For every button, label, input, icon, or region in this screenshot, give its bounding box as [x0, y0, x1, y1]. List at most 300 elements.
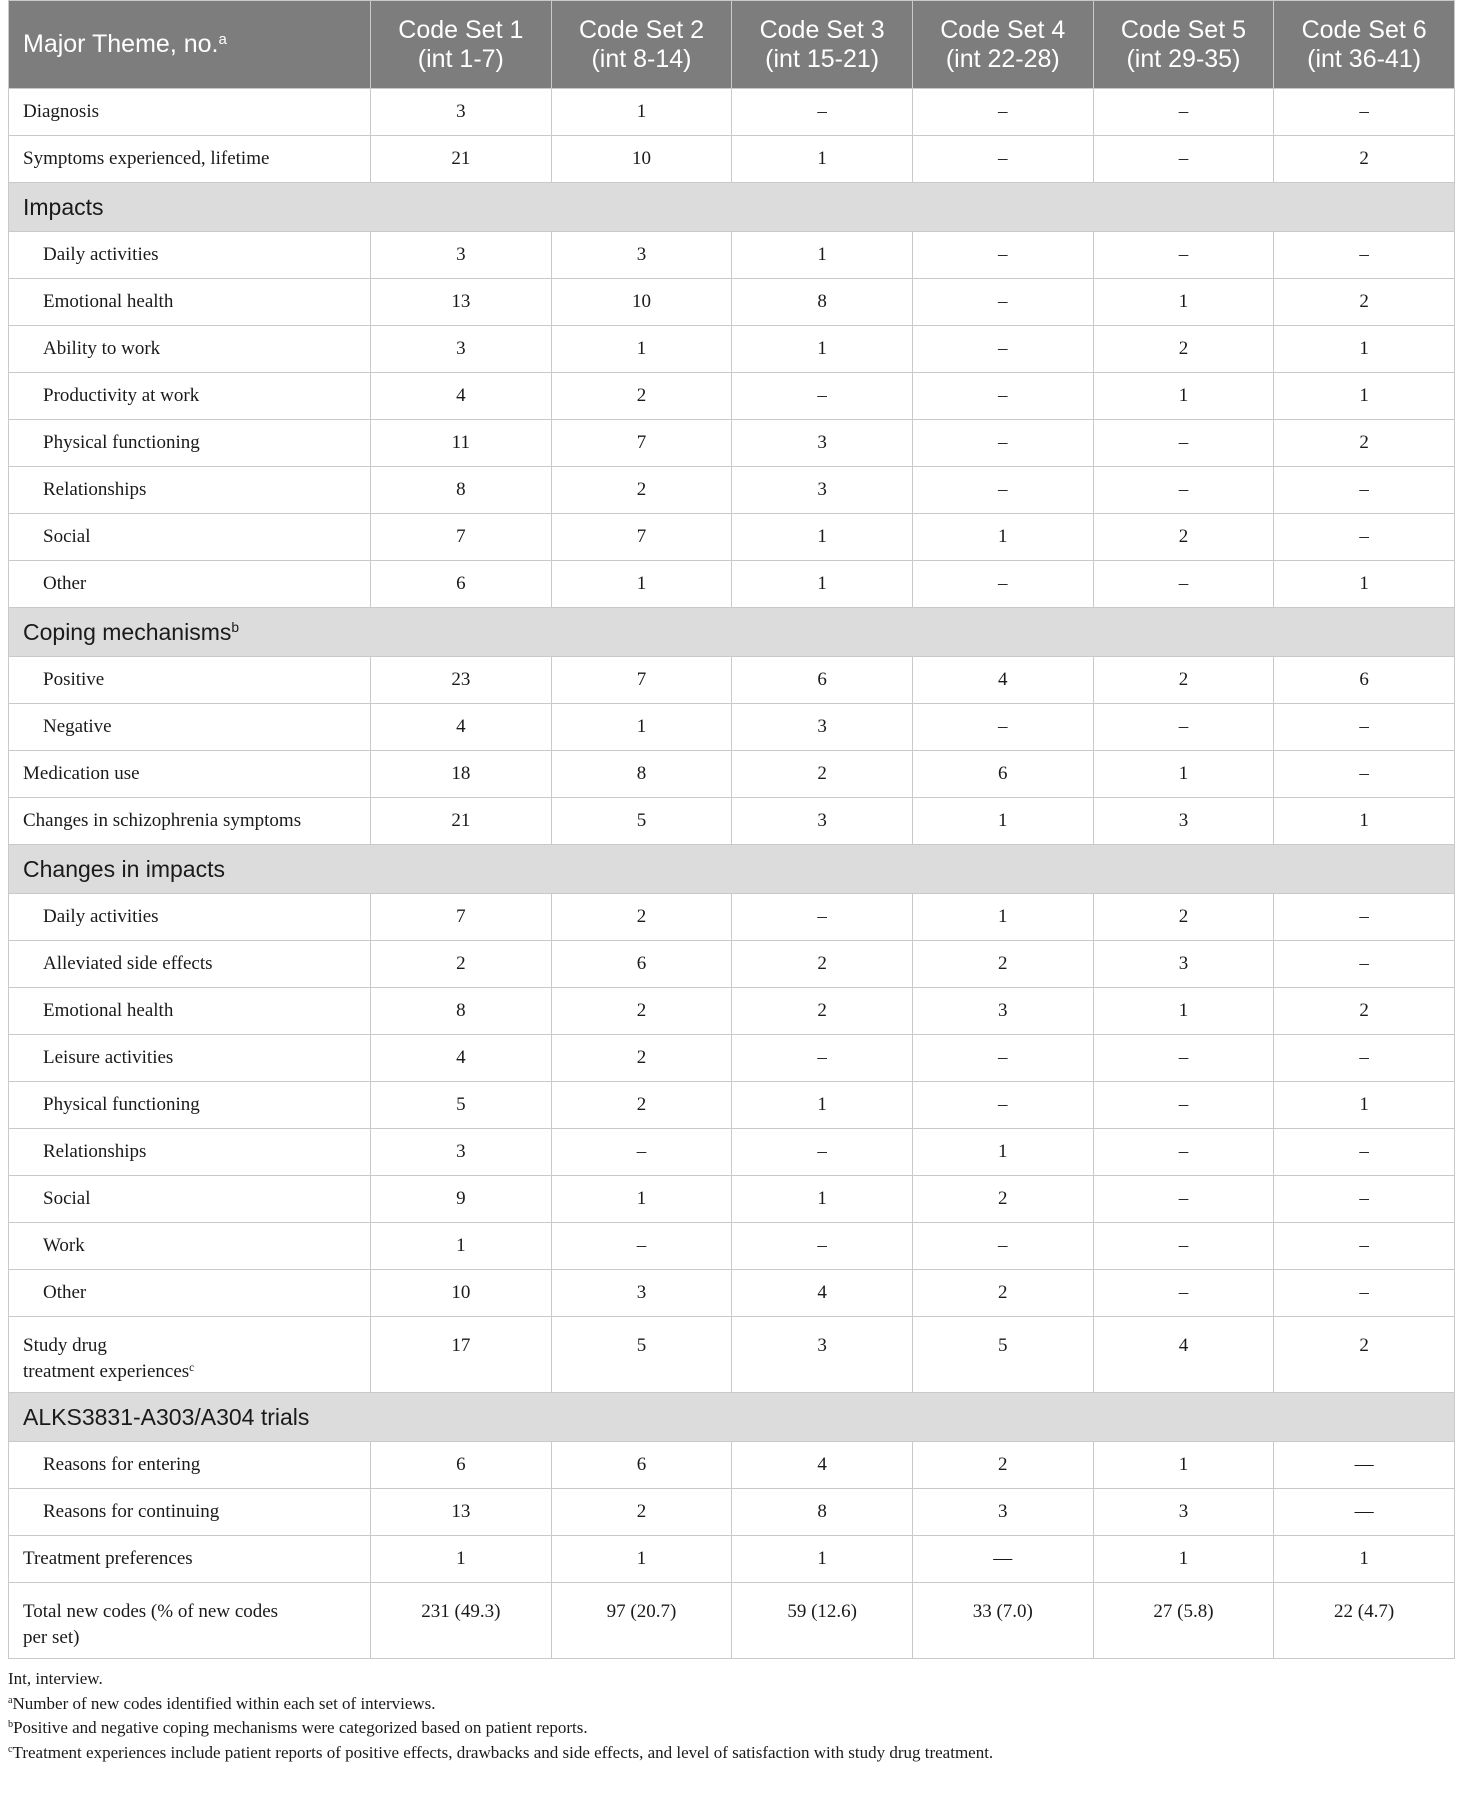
row-label-cell	[9, 467, 371, 514]
value-cell-code-set-1: 21	[371, 136, 552, 183]
value-cell-code-set-4: 5	[912, 1317, 1093, 1393]
header-title: Code Set 2	[578, 15, 705, 44]
section-label: Coping mechanisms	[23, 618, 232, 645]
row-label: Changes in schizophrenia symptoms	[23, 810, 302, 831]
value-cell-code-set-4: –	[912, 561, 1093, 608]
value-cell-code-set-5: 3	[1093, 941, 1274, 988]
section-heading	[9, 1393, 1455, 1442]
value-cell-code-set-3: 1	[732, 561, 913, 608]
value-cell-code-set-1: 4	[371, 1035, 552, 1082]
row-label: Physical functioning	[43, 1094, 200, 1115]
row-label-continued: per set)	[23, 1627, 80, 1648]
value-cell-code-set-2: 10	[551, 136, 732, 183]
row-label: Treatment preferences	[23, 1548, 193, 1569]
table-row	[9, 1317, 1455, 1393]
row-label: Alleviated side effects	[43, 953, 213, 974]
footnote-marker: b	[231, 619, 240, 635]
value-cell-code-set-2: 8	[551, 751, 732, 798]
table-row	[9, 1176, 1455, 1223]
row-label-cell	[9, 1035, 371, 1082]
section-row	[9, 608, 1455, 657]
table-row	[9, 1442, 1455, 1489]
value-cell-code-set-3: 8	[732, 1489, 913, 1536]
header-major-theme	[9, 1, 371, 89]
row-label: Relationships	[43, 479, 147, 500]
table-row	[9, 514, 1455, 561]
value-cell-code-set-4: 4	[912, 657, 1093, 704]
footnotes	[8, 1667, 1454, 1765]
value-cell-code-set-4: –	[912, 704, 1093, 751]
row-label-continued: treatment experiences	[23, 1361, 190, 1382]
table-row	[9, 89, 1455, 136]
row-label-cell	[9, 798, 371, 845]
value-cell-code-set-6: 1	[1274, 561, 1455, 608]
value-cell-code-set-6: 22 (4.7)	[1274, 1583, 1455, 1659]
value-cell-code-set-2: 1	[551, 326, 732, 373]
section-row	[9, 1393, 1455, 1442]
value-cell-code-set-1: 13	[371, 279, 552, 326]
value-cell-code-set-3: 1	[732, 326, 913, 373]
value-cell-code-set-2: 5	[551, 798, 732, 845]
value-cell-code-set-1: 23	[371, 657, 552, 704]
table-header	[9, 1, 1455, 89]
row-label: Social	[43, 526, 91, 547]
value-cell-code-set-1: 3	[371, 89, 552, 136]
value-cell-code-set-5: 2	[1093, 514, 1274, 561]
value-cell-code-set-2: 1	[551, 561, 732, 608]
value-cell-code-set-6: 1	[1274, 798, 1455, 845]
value-cell-code-set-5: 3	[1093, 1489, 1274, 1536]
header-interview-range: (int 36-41)	[1307, 44, 1422, 73]
row-label-cell	[9, 373, 371, 420]
row-label: Daily activities	[43, 906, 159, 927]
row-label-cell	[9, 1489, 371, 1536]
value-cell-code-set-6: 2	[1274, 420, 1455, 467]
table-row	[9, 941, 1455, 988]
row-label-cell	[9, 1317, 371, 1393]
header-code-set-5	[1093, 1, 1274, 89]
value-cell-code-set-6: –	[1274, 1223, 1455, 1270]
value-cell-code-set-4: 33 (7.0)	[912, 1583, 1093, 1659]
value-cell-code-set-2: 1	[551, 1176, 732, 1223]
value-cell-code-set-4: 2	[912, 941, 1093, 988]
footnote-text: Number of new codes identified within each set of interviews.	[12, 1693, 436, 1713]
row-label: Positive	[43, 669, 105, 690]
value-cell-code-set-5: –	[1093, 1129, 1274, 1176]
value-cell-code-set-3: 2	[732, 988, 913, 1035]
value-cell-code-set-1: 1	[371, 1536, 552, 1583]
row-label: Diagnosis	[23, 101, 99, 122]
row-label: Other	[43, 1282, 87, 1303]
row-label-cell	[9, 1583, 371, 1659]
row-label-cell	[9, 1082, 371, 1129]
row-label-cell	[9, 232, 371, 279]
row-label-cell	[9, 704, 371, 751]
value-cell-code-set-4: –	[912, 373, 1093, 420]
row-label: Leisure activities	[43, 1047, 174, 1068]
value-cell-code-set-1: 231 (49.3)	[371, 1583, 552, 1659]
value-cell-code-set-1: 9	[371, 1176, 552, 1223]
value-cell-code-set-5: 1	[1093, 1442, 1274, 1489]
value-cell-code-set-2: –	[551, 1129, 732, 1176]
value-cell-code-set-4: –	[912, 1082, 1093, 1129]
footnote-marker: b	[8, 1719, 14, 1731]
footnote-text: Treatment experiences include patient reports of positive effects, drawbacks and side effects, and level of satisfaction with study drug treatment.	[12, 1742, 994, 1762]
value-cell-code-set-2: 3	[551, 232, 732, 279]
value-cell-code-set-5: –	[1093, 467, 1274, 514]
value-cell-code-set-3: 3	[732, 1317, 913, 1393]
value-cell-code-set-3: –	[732, 373, 913, 420]
header-interview-range: (int 22-28)	[945, 44, 1060, 73]
value-cell-code-set-2: 5	[551, 1317, 732, 1393]
value-cell-code-set-3: –	[732, 1223, 913, 1270]
value-cell-code-set-3: 3	[732, 798, 913, 845]
value-cell-code-set-1: 6	[371, 1442, 552, 1489]
value-cell-code-set-1: 21	[371, 798, 552, 845]
header-code-set-1	[371, 1, 552, 89]
value-cell-code-set-3: 2	[732, 941, 913, 988]
table-row	[9, 704, 1455, 751]
value-cell-code-set-4: –	[912, 467, 1093, 514]
row-label-cell	[9, 561, 371, 608]
value-cell-code-set-4: –	[912, 136, 1093, 183]
value-cell-code-set-4: 2	[912, 1270, 1093, 1317]
value-cell-code-set-5: –	[1093, 1176, 1274, 1223]
value-cell-code-set-1: 1	[371, 1223, 552, 1270]
value-cell-code-set-3: 8	[732, 279, 913, 326]
table-row	[9, 988, 1455, 1035]
row-label: Study drug	[23, 1335, 107, 1356]
header-code-set-3	[732, 1, 913, 89]
value-cell-code-set-6: –	[1274, 751, 1455, 798]
header-title: Code Set 3	[759, 15, 885, 44]
footnote	[8, 1667, 1454, 1692]
table-row	[9, 467, 1455, 514]
value-cell-code-set-1: 3	[371, 232, 552, 279]
table-row	[9, 1536, 1455, 1583]
footnote-marker: c	[8, 1743, 13, 1755]
value-cell-code-set-4: 1	[912, 798, 1093, 845]
value-cell-code-set-3: 3	[732, 704, 913, 751]
footnote-marker: c	[189, 1361, 195, 1374]
table-body	[9, 89, 1455, 1659]
value-cell-code-set-5: 4	[1093, 1317, 1274, 1393]
value-cell-code-set-1: 3	[371, 326, 552, 373]
header-title: Code Set 5	[1120, 15, 1246, 44]
value-cell-code-set-6: 2	[1274, 988, 1455, 1035]
row-label-cell	[9, 1536, 371, 1583]
header-title: Code Set 4	[940, 15, 1066, 44]
value-cell-code-set-5: –	[1093, 1270, 1274, 1317]
value-cell-code-set-4: 2	[912, 1176, 1093, 1223]
row-label: Total new codes (% of new codes	[23, 1601, 279, 1622]
header-interview-range: (int 1-7)	[417, 44, 504, 73]
value-cell-code-set-5: –	[1093, 704, 1274, 751]
table-row	[9, 373, 1455, 420]
value-cell-code-set-5: –	[1093, 232, 1274, 279]
value-cell-code-set-5: –	[1093, 1223, 1274, 1270]
value-cell-code-set-1: 8	[371, 988, 552, 1035]
footnote	[8, 1692, 1454, 1717]
value-cell-code-set-5: –	[1093, 136, 1274, 183]
footnote	[8, 1716, 1454, 1741]
value-cell-code-set-6: –	[1274, 1035, 1455, 1082]
value-cell-code-set-2: 7	[551, 657, 732, 704]
table-row	[9, 1583, 1455, 1659]
row-label-cell	[9, 941, 371, 988]
row-label: Productivity at work	[43, 385, 200, 406]
value-cell-code-set-5: –	[1093, 1035, 1274, 1082]
value-cell-code-set-2: 6	[551, 1442, 732, 1489]
table-row	[9, 1270, 1455, 1317]
row-label-cell	[9, 420, 371, 467]
table-row	[9, 1489, 1455, 1536]
header-interview-range: (int 29-35)	[1126, 44, 1241, 73]
header-title: Code Set 6	[1301, 15, 1427, 44]
footnote-text: Int, interview.	[8, 1669, 103, 1688]
table-row	[9, 1129, 1455, 1176]
value-cell-code-set-6: –	[1274, 467, 1455, 514]
value-cell-code-set-2: 2	[551, 467, 732, 514]
value-cell-code-set-6: –	[1274, 89, 1455, 136]
value-cell-code-set-3: 1	[732, 1082, 913, 1129]
value-cell-code-set-6: –	[1274, 1270, 1455, 1317]
section-heading	[9, 608, 1455, 657]
value-cell-code-set-3: 3	[732, 467, 913, 514]
header-row	[9, 1, 1455, 89]
value-cell-code-set-6: 1	[1274, 373, 1455, 420]
table-row	[9, 232, 1455, 279]
row-label: Work	[43, 1235, 85, 1256]
row-label-cell	[9, 326, 371, 373]
row-label: Other	[43, 573, 87, 594]
table-row	[9, 894, 1455, 941]
row-label: Reasons for entering	[43, 1454, 201, 1475]
value-cell-code-set-3: 1	[732, 232, 913, 279]
value-cell-code-set-4: –	[912, 326, 1093, 373]
row-label-cell	[9, 279, 371, 326]
value-cell-code-set-4: 1	[912, 514, 1093, 561]
row-label: Social	[43, 1188, 91, 1209]
row-label-cell	[9, 988, 371, 1035]
value-cell-code-set-2: 10	[551, 279, 732, 326]
value-cell-code-set-4: 6	[912, 751, 1093, 798]
value-cell-code-set-5: 1	[1093, 988, 1274, 1035]
value-cell-code-set-4: —	[912, 1536, 1093, 1583]
row-label-cell	[9, 1129, 371, 1176]
table-container	[8, 0, 1454, 1765]
footnote-marker: a	[8, 1694, 13, 1706]
value-cell-code-set-4: –	[912, 1035, 1093, 1082]
value-cell-code-set-2: 1	[551, 704, 732, 751]
value-cell-code-set-1: 2	[371, 941, 552, 988]
value-cell-code-set-6: –	[1274, 941, 1455, 988]
value-cell-code-set-5: 1	[1093, 279, 1274, 326]
header-interview-range: (int 8-14)	[591, 44, 692, 73]
value-cell-code-set-6: 2	[1274, 279, 1455, 326]
value-cell-code-set-2: –	[551, 1223, 732, 1270]
value-cell-code-set-3: 1	[732, 514, 913, 561]
value-cell-code-set-2: 97 (20.7)	[551, 1583, 732, 1659]
table-row	[9, 657, 1455, 704]
row-label: Emotional health	[43, 291, 174, 312]
value-cell-code-set-3: 59 (12.6)	[732, 1583, 913, 1659]
table-row	[9, 561, 1455, 608]
value-cell-code-set-1: 13	[371, 1489, 552, 1536]
value-cell-code-set-2: 3	[551, 1270, 732, 1317]
value-cell-code-set-4: –	[912, 420, 1093, 467]
value-cell-code-set-1: 18	[371, 751, 552, 798]
value-cell-code-set-1: 17	[371, 1317, 552, 1393]
value-cell-code-set-1: 10	[371, 1270, 552, 1317]
value-cell-code-set-3: 3	[732, 420, 913, 467]
row-label: Symptoms experienced, lifetime	[23, 148, 270, 169]
value-cell-code-set-2: 2	[551, 373, 732, 420]
table-row	[9, 1082, 1455, 1129]
row-label: Daily activities	[43, 244, 159, 265]
value-cell-code-set-5: 1	[1093, 1536, 1274, 1583]
value-cell-code-set-3: –	[732, 894, 913, 941]
row-label-cell	[9, 89, 371, 136]
value-cell-code-set-1: 8	[371, 467, 552, 514]
value-cell-code-set-4: 1	[912, 1129, 1093, 1176]
value-cell-code-set-1: 11	[371, 420, 552, 467]
section-heading	[9, 183, 1455, 232]
header-title: Major Theme, no.	[23, 30, 219, 58]
value-cell-code-set-2: 2	[551, 1489, 732, 1536]
row-label-cell	[9, 1442, 371, 1489]
section-row	[9, 845, 1455, 894]
row-label: Medication use	[23, 763, 140, 784]
footnote-marker: a	[218, 30, 227, 48]
value-cell-code-set-2: 1	[551, 89, 732, 136]
row-label: Physical functioning	[43, 432, 200, 453]
value-cell-code-set-1: 6	[371, 561, 552, 608]
value-cell-code-set-6: –	[1274, 894, 1455, 941]
value-cell-code-set-5: –	[1093, 561, 1274, 608]
table-row	[9, 136, 1455, 183]
value-cell-code-set-5: –	[1093, 420, 1274, 467]
section-label: ALKS3831-A303/A304 trials	[23, 1403, 310, 1430]
value-cell-code-set-6: –	[1274, 1176, 1455, 1223]
value-cell-code-set-4: –	[912, 1223, 1093, 1270]
value-cell-code-set-2: 2	[551, 988, 732, 1035]
row-label: Relationships	[43, 1141, 147, 1162]
value-cell-code-set-5: 2	[1093, 326, 1274, 373]
footnote-text: Positive and negative coping mechanisms were categorized based on patient reports.	[13, 1718, 588, 1737]
row-label-cell	[9, 751, 371, 798]
value-cell-code-set-6: –	[1274, 514, 1455, 561]
value-cell-code-set-2: 2	[551, 1082, 732, 1129]
value-cell-code-set-5: 1	[1093, 373, 1274, 420]
value-cell-code-set-3: –	[732, 1129, 913, 1176]
value-cell-code-set-4: 1	[912, 894, 1093, 941]
value-cell-code-set-3: 6	[732, 657, 913, 704]
table-row	[9, 1035, 1455, 1082]
section-label: Changes in impacts	[23, 855, 225, 882]
value-cell-code-set-1: 4	[371, 704, 552, 751]
value-cell-code-set-6: 1	[1274, 326, 1455, 373]
value-cell-code-set-6: 6	[1274, 657, 1455, 704]
row-label-cell	[9, 657, 371, 704]
value-cell-code-set-2: 6	[551, 941, 732, 988]
value-cell-code-set-6: —	[1274, 1442, 1455, 1489]
value-cell-code-set-6: 2	[1274, 136, 1455, 183]
value-cell-code-set-1: 7	[371, 894, 552, 941]
table-row	[9, 798, 1455, 845]
value-cell-code-set-3: –	[732, 1035, 913, 1082]
footnote	[8, 1741, 1454, 1766]
value-cell-code-set-5: 3	[1093, 798, 1274, 845]
value-cell-code-set-2: 7	[551, 514, 732, 561]
header-title: Code Set 1	[398, 15, 524, 44]
section-heading	[9, 845, 1455, 894]
value-cell-code-set-6: —	[1274, 1489, 1455, 1536]
value-cell-code-set-6: –	[1274, 704, 1455, 751]
value-cell-code-set-5: 27 (5.8)	[1093, 1583, 1274, 1659]
header-code-set-6	[1274, 1, 1455, 89]
value-cell-code-set-3: 1	[732, 1536, 913, 1583]
value-cell-code-set-4: –	[912, 232, 1093, 279]
value-cell-code-set-1: 3	[371, 1129, 552, 1176]
header-code-set-4	[912, 1, 1093, 89]
value-cell-code-set-3: –	[732, 89, 913, 136]
value-cell-code-set-3: 1	[732, 1176, 913, 1223]
value-cell-code-set-6: 1	[1274, 1536, 1455, 1583]
header-code-set-2	[551, 1, 732, 89]
value-cell-code-set-3: 4	[732, 1270, 913, 1317]
value-cell-code-set-3: 2	[732, 751, 913, 798]
value-cell-code-set-1: 5	[371, 1082, 552, 1129]
value-cell-code-set-1: 7	[371, 514, 552, 561]
value-cell-code-set-5: 2	[1093, 894, 1274, 941]
table-row	[9, 326, 1455, 373]
section-label: Impacts	[23, 193, 104, 220]
value-cell-code-set-2: 7	[551, 420, 732, 467]
table-row	[9, 279, 1455, 326]
row-label: Negative	[43, 716, 112, 737]
value-cell-code-set-2: 1	[551, 1536, 732, 1583]
value-cell-code-set-3: 1	[732, 136, 913, 183]
row-label-cell	[9, 894, 371, 941]
value-cell-code-set-4: 3	[912, 1489, 1093, 1536]
value-cell-code-set-6: –	[1274, 232, 1455, 279]
row-label-cell	[9, 1223, 371, 1270]
row-label-cell	[9, 514, 371, 561]
row-label: Reasons for continuing	[43, 1501, 220, 1522]
section-row	[9, 183, 1455, 232]
value-cell-code-set-4: 3	[912, 988, 1093, 1035]
header-interview-range: (int 15-21)	[765, 44, 880, 73]
value-cell-code-set-6: –	[1274, 1129, 1455, 1176]
value-cell-code-set-6: 1	[1274, 1082, 1455, 1129]
value-cell-code-set-5: –	[1093, 1082, 1274, 1129]
value-cell-code-set-3: 4	[732, 1442, 913, 1489]
value-cell-code-set-5: –	[1093, 89, 1274, 136]
value-cell-code-set-2: 2	[551, 894, 732, 941]
table-row	[9, 420, 1455, 467]
value-cell-code-set-4: –	[912, 89, 1093, 136]
value-cell-code-set-1: 4	[371, 373, 552, 420]
table-row	[9, 751, 1455, 798]
row-label-cell	[9, 1176, 371, 1223]
code-saturation-table	[8, 0, 1455, 1659]
row-label-cell	[9, 1270, 371, 1317]
value-cell-code-set-5: 2	[1093, 657, 1274, 704]
table-row	[9, 1223, 1455, 1270]
row-label-cell	[9, 136, 371, 183]
value-cell-code-set-5: 1	[1093, 751, 1274, 798]
